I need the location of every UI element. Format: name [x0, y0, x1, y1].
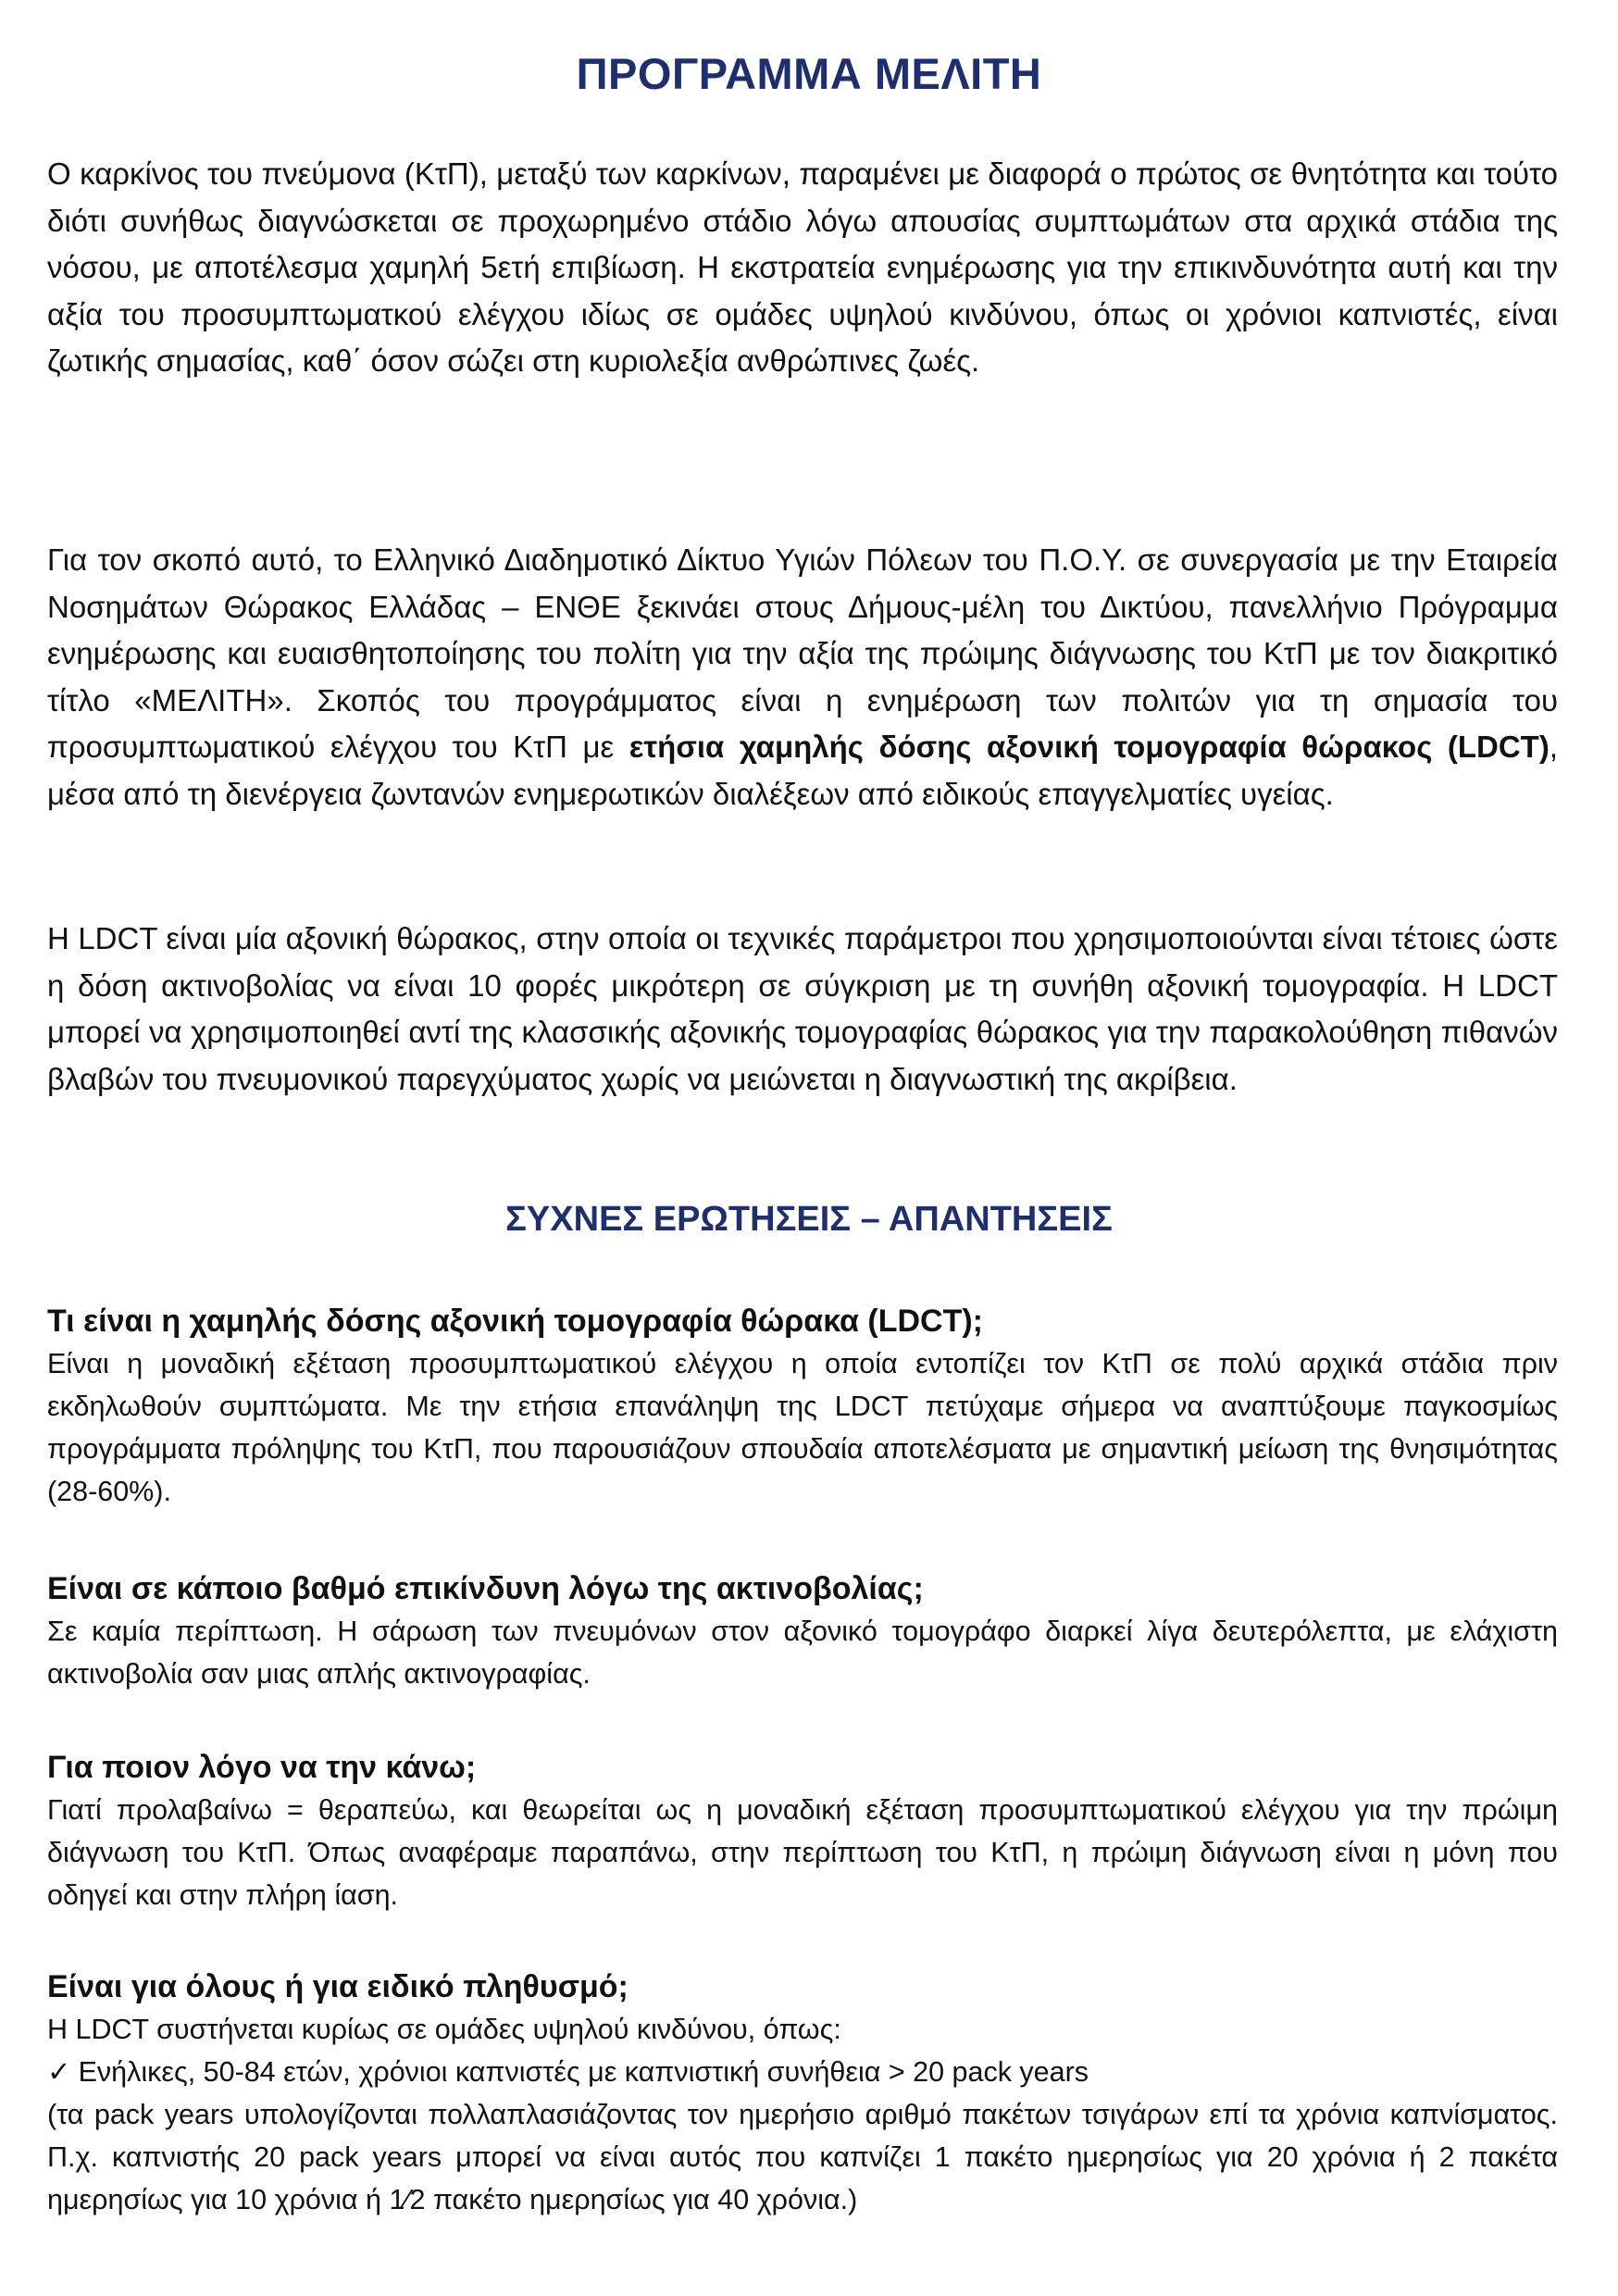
risk-group-bullet-text: Ενήλικες, 50-84 ετών, χρόνιοι καπνιστές με καπνιστική συνήθεια > 20 pack years: [78, 2056, 1089, 2088]
faq-item: [47, 1746, 1558, 1916]
faq-answer: Γιατί προλαβαίνω = θεραπεύω, και θεωρείται ως η μοναδική εξέταση προσυμπτωματικού ελέγχου για την πρώιμη διάγνωση του ΚτΠ. Όπως αναφέραμε παραπάνω, στην περίπτωση του ΚτΠ, η πρώιμη διάγνωση είναι η μόνη που οδηγεί και στην πλήρη ίαση.: [47, 1794, 1558, 1911]
faq-answer: Είναι η μοναδική εξέταση προσυμπτωματικού ελέγχου η οποία εντοπίζει τον ΚτΠ σε πολύ αρχικά στάδια πριν εκδηλωθούν συμπτώματα. Με την ετήσια επανάληψη της LDCT πετύχαμε σήμερα να αναπτύξουμε παγκοσμίως προγράμματα πρόληψης του ΚτΠ, που παρουσιάζουν σπουδαία αποτελέσματα με σημαντική μείωση της θνησιμότητας (28-60%).: [47, 1348, 1558, 1507]
faq-item: [47, 1567, 1558, 1695]
intro-paragraph-3: Η LDCT είναι μία αξονική θώρακος, στην οποία οι τεχνικές παράμετροι που χρησιμοποιούνται είναι τέτοιες ώστε η δόση ακτινοβολίας να είναι 10 φορές μικρότερη σε σύγκριση με τη συνήθη αξονική τομογραφία. Η LDCT μπορεί να χρησιμοποιηθεί αντί της κλασσικής αξονικής τομογραφίας θώρακος για την παρακολούθηση πιθανών βλαβών του πνευμονικού παρεγχύματος χωρίς να μειώνεται η διαγνωστική της ακρίβεια.: [47, 921, 1558, 1096]
faq-question: Είναι σε κάποιο βαθμό επικίνδυνη λόγω της ακτινοβολίας;: [47, 1571, 924, 1606]
faq-item: [47, 1965, 1558, 2221]
faq-answer: Η LDCT συστήνεται κυρίως σε ομάδες υψηλού κινδύνου, όπως:: [47, 2014, 841, 2045]
faq-item: [47, 1300, 1558, 1513]
intro-paragraph-2: [47, 537, 1558, 817]
faq-section-title: ΣΥΧΝΕΣ ΕΡΩΤΗΣΕΙΣ – ΑΠΑΝΤΗΣΕΙΣ: [505, 1200, 1113, 1239]
check-icon: ✓: [47, 2056, 71, 2088]
faq-question: Είναι για όλους ή για ειδικό πληθυσμό;: [47, 1969, 629, 2004]
pack-years-note: (τα pack years υπολογίζονται πολλαπλασιάζοντας τον ημερήσιο αριθμό πακέτων τσιγάρων επί τα χρόνια καπνίσματος. Π.χ. καπνιστής 20 pack years μπορεί να είναι αυτός που καπνίζει 1 πακέτο ημερησίως για 20 χρόνια ή 2 πακέτα ημερησίως για 10 χρόνια ή 1⁄2 πακέτο ημερησίως για 40 χρόνια.): [47, 2099, 1558, 2215]
intro-paragraph-2-ending: , μέσα από τη διενέργεια ζωντανών ενημερωτικών διαλέξεων από ειδικούς επαγγελματίες υγείας.: [47, 730, 1558, 811]
ldct-emphasis: ετήσια χαμηλής δόσης αξονική τομογραφία θώρακος (LDCT): [629, 730, 1550, 764]
page-title: ΠΡΟΓΡΑΜΜΑ ΜΕΛΙΤΗ: [576, 49, 1042, 98]
faq-question: Τι είναι η χαμηλής δόσης αξονική τομογραφία θώρακα (LDCT);: [47, 1304, 983, 1339]
intro-paragraph-1: Ο καρκίνος του πνεύμονα (ΚτΠ), μεταξύ των καρκίνων, παραμένει με διαφορά ο πρώτος σε θνητότητα και τούτο διότι συνήθως διαγνώσκεται σε προχωρημένο στάδιο λόγω απουσίας συμπτωμάτων στα αρχικά στάδια της νόσου, με αποτέλεσμα χαμηλή 5ετή επιβίωση. Η εκστρατεία ενημέρωσης για την επικινδυνότητα αυτή και την αξία του προσυμπτωματκού ελέγχου ιδίως σε ομάδες υψηλού κινδύνου, όπως οι χρόνιοι καπνιστές, είναι ζωτικής σημασίας, καθ΄ όσον σώζει στη κυριολεξία ανθρώπινες ζωές.: [47, 156, 1558, 378]
faq-answer: Σε καμία περίπτωση. Η σάρωση των πνευμόνων στον αξονικό τομογράφο διαρκεί λίγα δευτερόλεπτα, με ελάχιστη ακτινοβολία σαν μιας απλής ακτινογραφίας.: [47, 1616, 1558, 1690]
risk-group-bullet: [47, 2051, 1558, 2093]
intro-paragraph-2-text: Για τον σκοπό αυτό, το Ελληνικό Διαδημοτικό Δίκτυο Υγιών Πόλεων του Π.Ο.Υ. σε συνεργασία με την Εταιρεία Νοσημάτων Θώρακος Ελλάδας – ΕΝΘΕ ξεκινάει στους Δήμους-μέλη του Δικτύου, πανελλήνιο Πρόγραμμα ενημέρωσης και ευαισθητοποίησης του πολίτη για την αξία της πρώιμης διάγνωσης του ΚτΠ με τον διακριτικό τίτλο «ΜΕΛΙΤΗ». Σκοπός του προγράμματος είναι η ενημέρωση των πολιτών για τη σημασία του προσυμπτωματικού ελέγχου του ΚτΠ με: [47, 543, 1558, 764]
faq-question: Για ποιον λόγο να την κάνω;: [47, 1750, 477, 1785]
